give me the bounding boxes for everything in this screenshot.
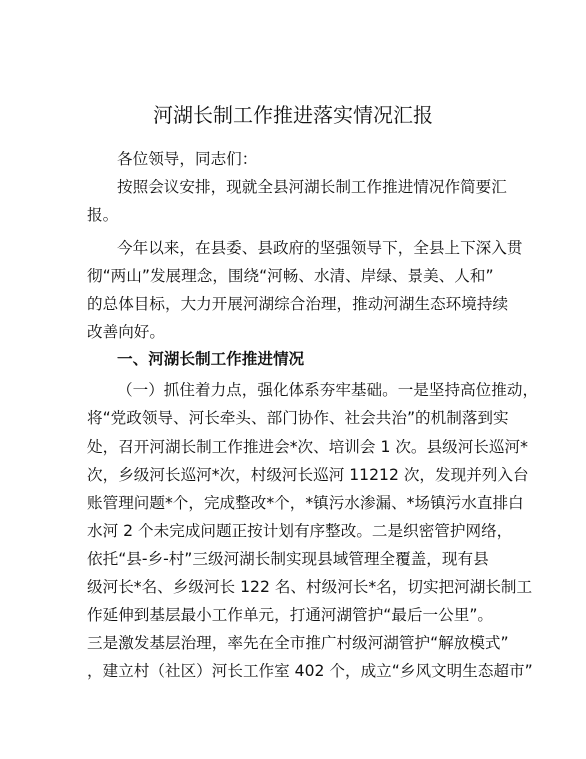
paragraph-line: 次，乡级河长巡河*次，村级河长巡河 11212 次，发现并列入台	[87, 466, 529, 484]
paragraph-line: 级河长*名、乡级河长 122 名、村级河长*名，切实把河湖长制工	[87, 578, 533, 596]
paragraph-line: 三是激发基层治理，率先在全市推广村级河湖管护“解放模式”	[87, 634, 509, 652]
salutation-line: 各位领导，同志们：	[117, 150, 258, 168]
paragraph-line: 的总体目标，大力开展河湖综合治理，推动河湖生态环境持续	[87, 295, 509, 313]
section-heading: 一、河湖长制工作推进情况	[117, 350, 305, 368]
paragraph-line: 将“党政领导、河长牵头、部门协作、社会共治”的机制落到实	[87, 409, 509, 427]
paragraph-line: ，建立村（社区）河长工作室 402 个，成立“乡风文明生态超市”	[87, 662, 533, 680]
paragraph-line: 报。	[87, 206, 119, 224]
paragraph-line: 作延伸到基层最小工作单元，打通河湖管护“最后一公里”。	[87, 606, 494, 624]
document-title: 河湖长制工作推进落实情况汇报	[153, 103, 433, 127]
paragraph-line: 水河 2 个未完成问题正按计划有序整改。二是织密管护网络，	[87, 522, 513, 540]
paragraph-line: 依托“县-乡-村”三级河湖长制实现县域管理全覆盖，现有县	[87, 550, 489, 568]
paragraph-line: 彻“两山”发展理念，围绕“河畅、水清、岸绿、景美、人和”	[87, 267, 494, 285]
paragraph-line: 按照会议安排，现就全县河湖长制工作推进情况作简要汇	[117, 178, 507, 196]
paragraph-line: 改善向好。	[87, 323, 165, 341]
paragraph-line: （一）抓住着力点，强化体系夯牢基础。一是坚持高位推动，	[117, 381, 539, 399]
paragraph-line: 今年以来，在县委、县政府的坚强领导下，全县上下深入贯	[117, 239, 523, 257]
paragraph-line: 处，召开河湖长制工作推进会*次、培训会 1 次。县级河长巡河*	[87, 438, 528, 456]
paragraph-line: 账管理问题*个，完成整改*个，*镇污水渗漏、*场镇污水直排白	[87, 494, 524, 512]
